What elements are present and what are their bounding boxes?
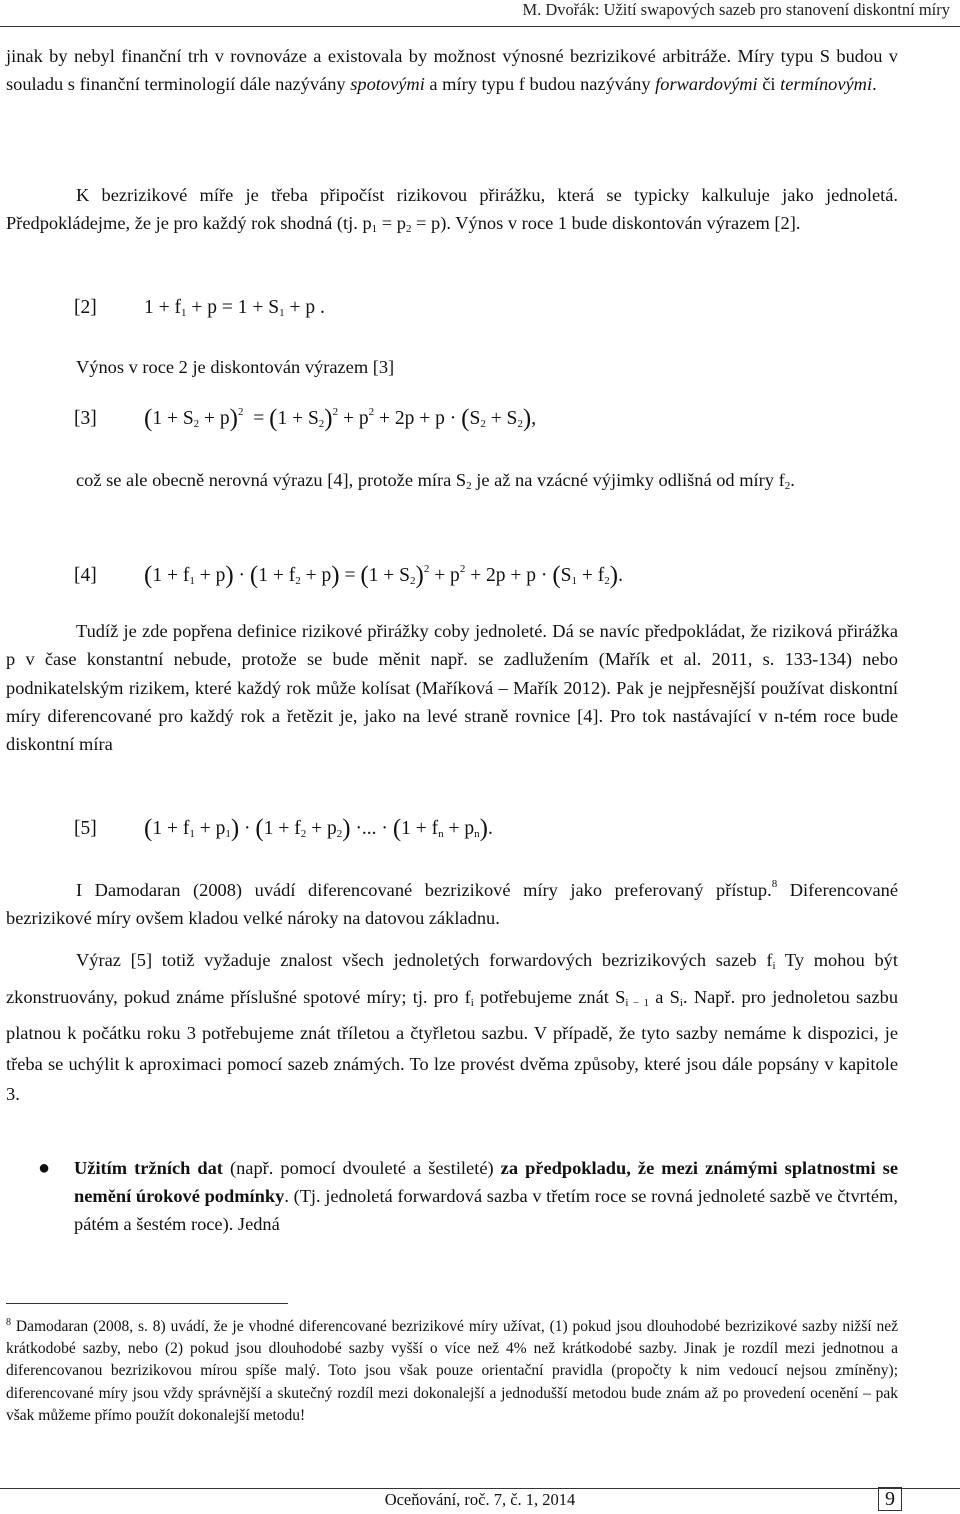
p1-terminove: termínovými (780, 74, 873, 95)
footer-rule (0, 1488, 960, 1489)
p7-math-fi: $f_i$ (766, 950, 776, 972)
paragraph-7 (6, 945, 898, 1110)
equation-4-body: $(1 + f_1 + p) \cdot (1 + f_2 + p) = (1 + S_2)^2 + p^2 + 2p + p \cdot (S_1 + f_2)$. (144, 562, 623, 589)
p7-d: . Např. pro jednoletou sazbu platnou k počátku roku 3 potřebujeme znát tříletou a čtyřletou sazbu. V případě, že tyto sazby nemáme k dispozici, je třeba se uchýlit k aproximaci pomocí sazeb známých. To lze provést dvěma způsoby, které jsou dále popsány v kapitole 3. (6, 986, 899, 1104)
paragraph-6 (6, 870, 898, 933)
p7-c: potřebujeme znát (473, 986, 616, 1007)
p6-b: Diferencované bezrizikové míry ovšem kladou velké nároky na datovou základnu. (6, 880, 898, 929)
bullet-item-1 (74, 1154, 898, 1238)
bullet-bold-1: Užitím tržních dat (74, 1158, 223, 1178)
p1-spotove: spotovými (350, 74, 425, 95)
paragraph-4 (6, 466, 898, 500)
p5-a: Tudíž je zde popřena definice rizikové přirážky coby jednoleté. Dá se navíc předpokládat, že riziková přirážka (76, 621, 898, 641)
equation-5-number: [5] (74, 818, 97, 839)
p4-a: což se ale obecně nerovná výrazu [4], protože míra (76, 470, 456, 490)
paragraph-2 (6, 181, 898, 244)
p2-math: $p_1 = p_2 = p$ (362, 213, 441, 236)
p1-forwardove: forwardovými (655, 74, 758, 95)
footnote-rule (6, 1303, 288, 1304)
p1-d: budou nazývány (524, 74, 656, 95)
journal-footer: Oceňování, roč. 7, č. 1, 2014 (384, 1490, 576, 1509)
equation-5 (74, 815, 493, 843)
paragraph-5 (6, 617, 898, 758)
p7-math-si-1: $S_{i - 1}$ (615, 986, 649, 1009)
p1-end: . (872, 74, 877, 95)
equation-3-number: [3] (74, 408, 97, 429)
p1-symbol-s: S (819, 46, 831, 66)
footnote-text: Damodaran (2008, s. 8) uvádí, že je vhodné diferencované bezrizikové míry užívat, (1) pokud jsou dlouhodobé bezrizikové sazby nižší než krátkodobé sazby, nebo (2) pokud jsou dlouhodobé sazby vyšší o více než 4% než krátkodobé sazby. Jinak je rozdíl mezi jednotnou a diferencovanou bezrizikovou mírou spíše malý. Toto jsou však pouze orientační pravidla (propočty k nim vedoucí nejsou zmíněny); diferencované míry jsou vždy správnější a skutečný rozdíl mezi dokonalejší a jednodušší metodou bude znám až po provedení ocenění – pak však můžeme přímo použít dokonalejší metodu! (6, 1318, 898, 1424)
p4-math-f2: $f_2$ (778, 470, 791, 492)
header-rule (0, 26, 960, 27)
equation-4 (74, 562, 623, 590)
page-number: 9 (878, 1487, 902, 1511)
p5-b: v čase konstantní nebude, protože se bude měnit např. se zadlužením (Mařík et al. 2011, s. 133-134) nebo podnikatelským rizikem, které každý rok může kolísat (Maříková – Mařík 2012). Pak je nejpřesnější používat diskontní míry diferencované pro každý rok a řetězit je, jako na levé straně rovnice [4]. Pro tok nastávající v n-tém roce bude diskontní míra (6, 649, 898, 755)
p2-b: ). Výnos v roce 1 bude diskontován výrazem [2]. (440, 213, 801, 234)
footnote-ref-8[interactable]: 8 (771, 878, 778, 890)
p4-end: . (790, 470, 795, 490)
paragraph-3: Výnos v roce 2 je diskontován výrazem [3] (76, 357, 395, 377)
p1-c: a míry typu (424, 74, 519, 95)
p4-math-s2: $S_2$ (455, 470, 472, 492)
bullet-bold-2: za předpokladu, že mezi známými splatnostmi se nemění úrokové podmínky (74, 1158, 898, 1206)
equation-3-body: $(1 + S_2 + p)^2 = (1 + S_2)^2 + p^2 + 2p + p \cdot (S_2 + S_2)$, (144, 405, 537, 432)
footnote-mark: 8 (6, 1317, 11, 1328)
footnote-8 (6, 1312, 898, 1427)
bullet-text-1: (např. pomocí dvouleté a šestileté) (222, 1158, 501, 1178)
p2-a: K bezrizikové míře je třeba připočíst rizikovou přirážku, která se typicky kalkuluje jako jednoletá. Předpokládejme, že je pro každý rok shodná (tj. (6, 185, 898, 234)
bullet-text-2: . (Tj. jednoletá forwardová sazba v třetím roce se rovná jednoleté sazbě ve čtvrtém, pátém a šestém roce). Jedná (74, 1186, 898, 1234)
running-header: M. Dvořák: Užití swapových sazeb pro stanovení diskontní míry (522, 0, 950, 19)
bullet-marker: ● (38, 1157, 51, 1179)
p1-b: budou v souladu s finanční terminologií dále nazývány (6, 46, 898, 95)
p1-e: či (757, 74, 781, 95)
equation-2 (74, 297, 325, 319)
equation-3 (74, 405, 536, 433)
equation-4-number: [4] (74, 565, 97, 586)
p7-math-fi-2: $f_i$ (464, 986, 474, 1009)
paragraph-1 (6, 42, 898, 99)
p7-a: Výraz [5] totiž vyžaduje znalost všech jednoletých forwardových bezrizikových sazeb (76, 950, 767, 970)
p6-a: I Damodaran (2008) uvádí diferencované bezrizikové míry jako preferovaný přístup. (76, 880, 772, 900)
p1-a: jinak by nebyl finanční trh v rovnováze a existovala by možnost výnosné bezrizikové arbitráže. Míry typu (6, 46, 820, 66)
p4-b: je až na vzácné výjimky odlišná od míry (471, 470, 779, 490)
p1-symbol-f: f (518, 74, 525, 95)
equation-2-body: $1 + f_1 + p = 1 + S_1 + p$ . (144, 297, 325, 319)
equation-5-body: $(1 + f_1 + p_1) \cdot (1 + f_2 + p_2)$ ·... · $(1 + f_n + p_n)$. (144, 815, 493, 842)
equation-2-number: [2] (74, 297, 97, 318)
p7-math-si: $S_i$ (669, 986, 683, 1009)
p7-and: a (648, 986, 670, 1007)
p5-math-p: p (6, 649, 16, 670)
p7-b: Ty mohou být zkonstruovány, pokud známe příslušné spotové míry; tj. pro (6, 950, 898, 1007)
